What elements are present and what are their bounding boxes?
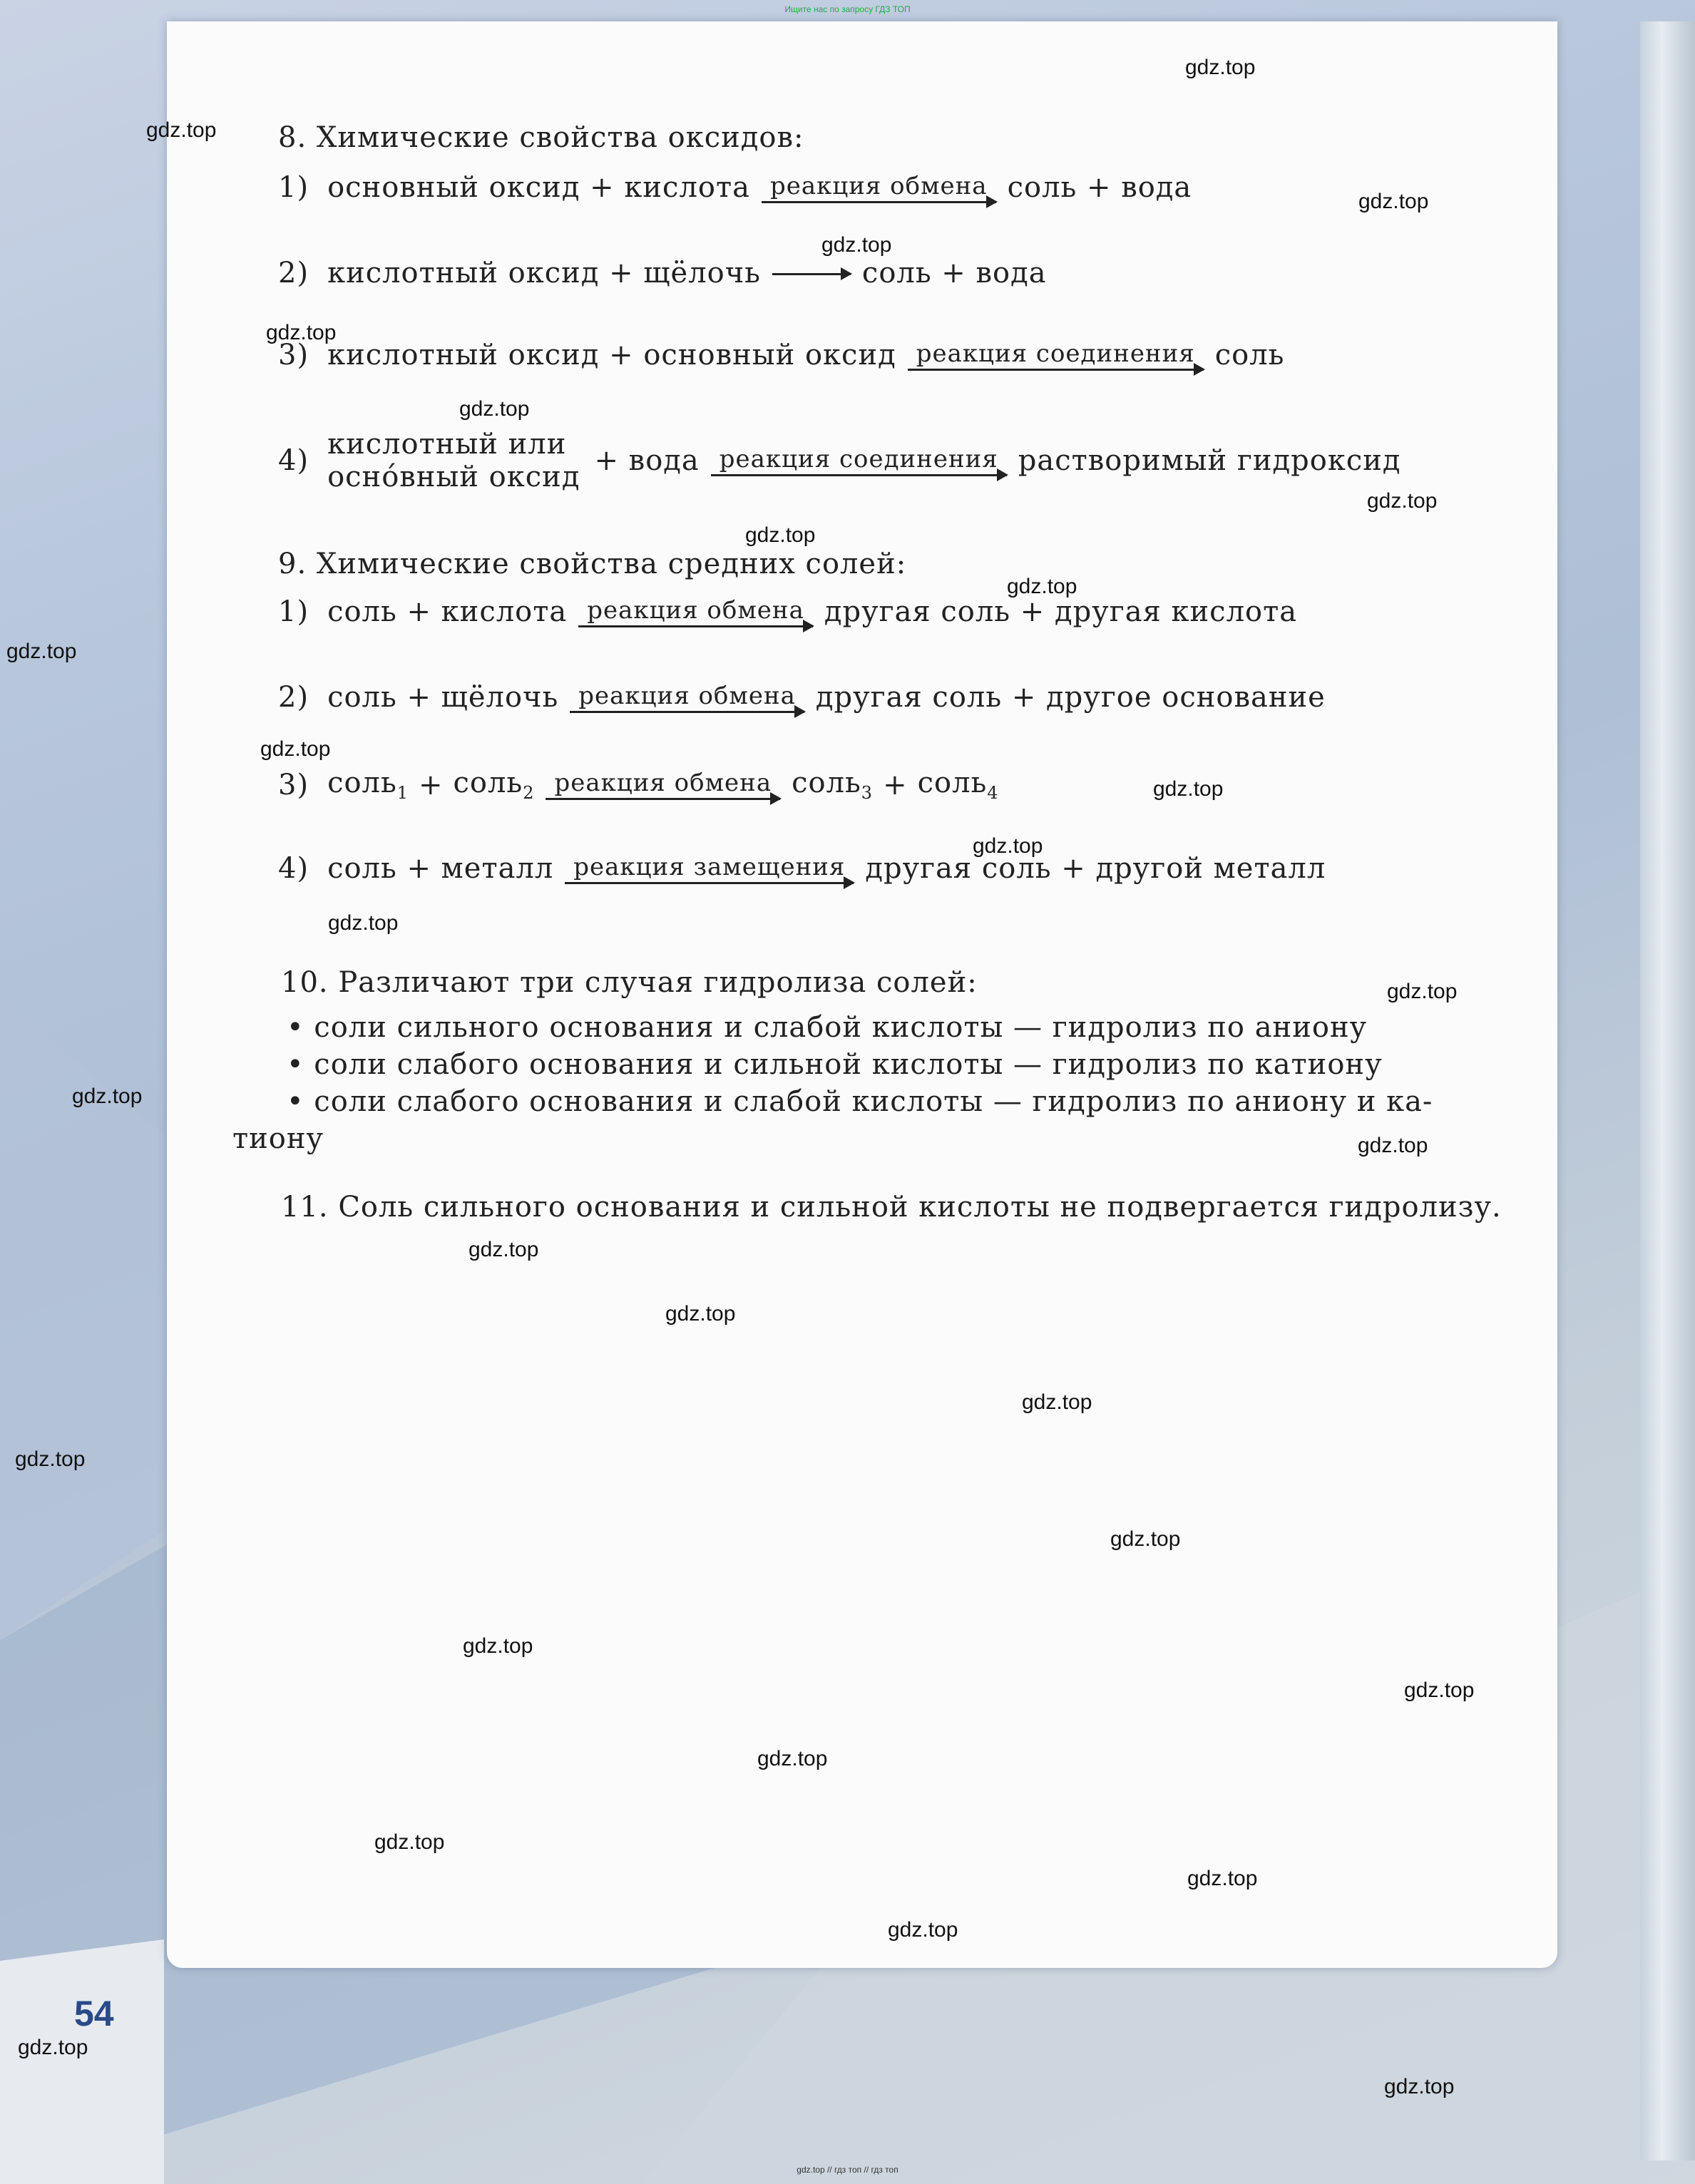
watermark-text: gdz.top [1404,1678,1475,1702]
reaction-arrow [762,173,996,203]
watermark-text: gdz.top [745,523,816,547]
reactant-2: соль$_2$ [453,767,535,803]
watermark-text: gdz.top [757,1747,828,1770]
reaction-arrow [578,597,813,627]
arrow-shaft [908,369,1204,371]
watermark-text: gdz.top [973,834,1043,858]
reaction-row [278,681,1326,714]
arrow-label: реакция обмена [587,595,804,625]
item-number: 4) [278,852,309,885]
reactants: соль + щёлочь [327,681,559,714]
bullet-item: • соли сильного основания и слабой кислоты — гидролиз по аниону [287,1011,1368,1044]
watermark-text: gdz.top [1387,980,1458,1003]
reactant-line-1: кислотный или [327,428,567,461]
book-spine-edge [1640,21,1695,2160]
reaction-arrow [711,446,1007,476]
reactants: кислотный оксид + щёлочь [327,257,761,289]
watermark-text: gdz.top [1384,2075,1455,2098]
reaction-arrow [570,682,804,713]
item-number: 3) [278,339,309,371]
reactant-line-2: осно́вный оксид [327,461,580,493]
watermark-text: gdz.top [72,1085,143,1108]
arrow-label: реакция соединения [719,444,998,473]
reactants: соль + кислота [327,595,568,628]
arrow-label: реакция замещения [573,852,846,881]
item-number: 1) [278,595,309,628]
top-note: Ищите нас по запросу ГДЗ ТОП [784,4,911,14]
arrow-shaft [578,625,813,627]
arrow-label: реакция соединения [916,339,1195,368]
plus-sign: + [419,768,444,801]
reaction-arrow [565,853,854,884]
arrow-label: реакция обмена [554,769,772,797]
watermark-text: gdz.top [1187,1867,1258,1890]
reaction-row [278,595,1297,628]
section-11-text: 11. Соль сильного основания и сильной кислоты не подвергается гидролизу. [281,1191,1502,1224]
reactant-1: соль$_1$ [327,767,409,803]
products: другая соль + другое основание [815,681,1326,714]
section-8-title: 8. Химические свойства оксидов: [278,121,804,154]
reaction-row [278,171,1192,204]
reactants: основный оксид + кислота [327,171,750,204]
bullet-item: • соли слабого основания и слабой кислоты — гидролиз по аниону и ка- [287,1085,1433,1118]
reaction-row [278,428,1401,493]
product-1: соль$_3$ [792,767,874,803]
reactant-stack [327,428,580,493]
reaction-row [278,767,999,803]
watermark-text: gdz.top [1185,56,1256,79]
item-number: 2) [278,681,309,714]
watermark-text: gdz.top [821,233,892,257]
products: растворимый гидроксид [1018,444,1401,477]
arrow-shaft [546,798,780,800]
products: другая соль + другая кислота [824,595,1298,628]
bottom-note: gdz.top // гдз топ // гдз топ [797,2165,898,2175]
watermark-text: gdz.top [1358,1134,1428,1157]
watermark-text: gdz.top [146,118,217,142]
reactant-tail: + вода [594,444,700,477]
section-9-title: 9. Химические свойства средних солей: [278,548,907,580]
bullet-continuation: тиону [232,1122,324,1155]
watermark-text: gdz.top [328,911,399,935]
product-2: соль$_4$ [917,767,999,803]
watermark-text: gdz.top [15,1447,86,1471]
watermark-text: gdz.top [1007,575,1077,598]
arrow-shaft [711,474,1007,476]
products: соль + вода [1007,171,1192,204]
item-number: 4) [278,444,309,477]
watermark-text: gdz.top [6,640,77,663]
watermark-text: gdz.top [1022,1390,1092,1414]
products: соль [1214,339,1285,371]
reaction-row [278,852,1326,885]
item-number: 1) [278,171,309,204]
products: другая соль + другой металл [865,852,1326,885]
reaction-arrow [772,272,851,275]
watermark-text: gdz.top [1358,190,1429,213]
watermark-text: gdz.top [468,1238,539,1261]
watermark-text: gdz.top [665,1302,736,1326]
watermark-text: gdz.top [266,321,337,344]
watermark-text: gdz.top [459,397,530,421]
arrow-label: реакция обмена [769,171,988,200]
watermark-text: gdz.top [18,2036,88,2059]
watermark-text: gdz.top [374,1830,445,1854]
reaction-arrow [546,769,780,800]
reactants: кислотный оксид + основный оксид [327,339,896,371]
reactants: соль + металл [327,852,554,885]
arrow-label: реакция обмена [578,681,796,710]
plus-sign: + [883,768,908,801]
watermark-text: gdz.top [1110,1527,1181,1551]
reaction-row [278,339,1284,371]
section-10-title: 10. Различают три случая гидролиза солей: [281,966,978,999]
reaction-arrow [908,340,1204,371]
arrow-shaft [772,273,851,275]
watermark-text: gdz.top [260,737,331,761]
watermark-text: gdz.top [888,1918,958,1942]
products: соль + вода [861,257,1047,289]
watermark-text: gdz.top [463,1634,533,1658]
page-number: 54 [74,1994,114,2034]
arrow-shaft [762,201,996,203]
item-number: 2) [278,257,309,289]
page-card [167,21,1557,1968]
arrow-shaft [565,882,854,884]
item-number: 3) [278,768,309,801]
reaction-row [278,257,1047,289]
arrow-shaft [570,711,804,713]
watermark-text: gdz.top [1367,489,1438,513]
watermark-text: gdz.top [1153,777,1224,801]
bullet-item: • соли слабого основания и сильной кислоты — гидролиз по катиону [287,1048,1383,1081]
